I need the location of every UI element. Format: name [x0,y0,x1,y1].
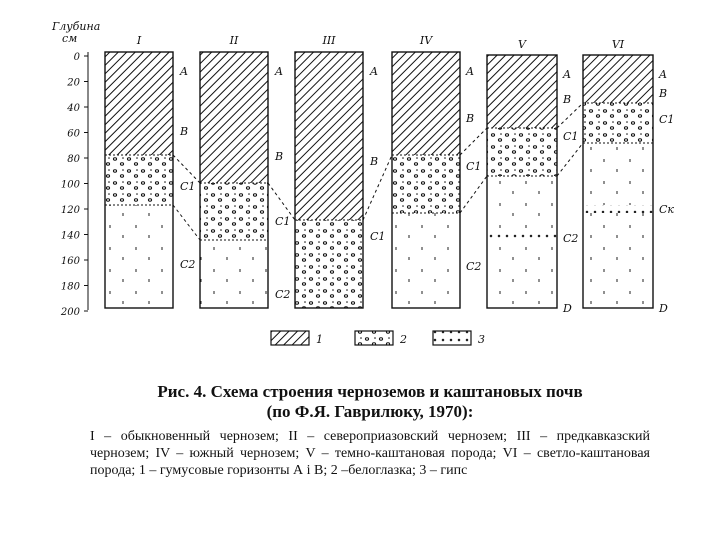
horizon-belogl [200,183,268,240]
horizon-belogl [487,128,557,176]
horizon-loess [200,240,268,308]
horizon-label: B [563,93,572,106]
horizon-label: Cк [659,203,674,216]
depth-tick-label: 200 [60,307,80,318]
horizon-label: C1 [180,180,196,193]
profile-numeral: I [136,34,142,47]
profile-numeral: IV [419,34,433,47]
profile-numeral: II [229,34,239,47]
profile-numeral: III [322,34,336,47]
horizon-belogl [295,220,363,308]
horizon-label: A [563,68,571,81]
gyps-band [487,232,557,240]
horizon-label: D [563,302,572,315]
horizon-label: C2 [466,260,482,273]
depth-tick-label: 60 [67,128,80,140]
horizon-loess [392,213,460,308]
depth-tick-label: 20 [67,77,80,89]
depth-tick-label: 140 [60,230,80,242]
connector-line [557,143,583,176]
horizon-label: C1 [563,130,579,143]
horizon-label: A [466,65,474,78]
depth-tick-label: 0 [73,52,80,63]
depth-tick-label: 160 [60,256,80,267]
depth-axis [51,20,100,318]
legend-swatch-beloglazka [355,331,393,345]
figure-caption [90,382,650,479]
profile-5 [487,38,578,315]
horizon-label: B [275,150,284,163]
caption-body: I – обыкновенный чернозем; II – североприазовский чернозем; III – предкавказский чернозем; IV – южный чернозем; V – темно-каштановая порода; VI – светло-каштановая порода; 1 – гумусовые горизонты А і В; 2 –белоглазка; 3 – гипс [90,429,650,478]
horizon-hatch [392,52,460,155]
caption-subtitle: (по Ф.Я. Гаврилюку, 1970): [266,402,474,421]
legend-label-3: 3 [478,333,485,346]
horizon-hatch [105,52,173,155]
horizon-label: B [466,112,475,125]
horizon-label: A [275,65,283,78]
depth-tick-label: 80 [67,154,80,165]
profile-6 [583,38,674,315]
depth-tick-label: 180 [60,281,80,293]
profile-2 [200,34,290,308]
connector-line [173,155,200,183]
depth-tick-label: 120 [60,205,80,216]
connector-line [557,103,583,128]
profile-numeral: V [518,38,526,51]
horizon-label: C2 [275,288,291,301]
horizon-label: C1 [275,215,291,228]
horizon-label: C1 [370,230,386,243]
horizon-label: C1 [659,113,675,126]
horizon-belogl [583,103,653,143]
profile-1 [105,34,195,308]
horizon-loess [583,143,653,308]
connector-line [460,128,487,155]
axis-label-depth: Глубина [52,20,101,33]
horizon-label: B [370,155,379,168]
horizon-label: B [180,125,189,138]
profile-4 [392,34,481,308]
horizon-label: A [659,68,667,81]
horizon-label: A [370,65,378,78]
connector-line [460,176,487,213]
horizon-loess [105,205,173,308]
connector-line [173,205,200,240]
depth-tick-label: 100 [60,179,80,191]
horizon-loess [487,176,557,308]
depth-tick-label: 40 [67,103,80,114]
horizon-label: C2 [563,232,579,245]
axis-label-unit: см [62,32,78,45]
horizon-belogl [392,155,460,213]
horizon-label: D [659,302,668,315]
horizon-label: C1 [466,160,482,173]
horizon-hatch [200,52,268,183]
horizon-hatch [583,55,653,103]
caption-title: Рис. 4. Схема строения черноземов и каштановых почв [157,382,583,401]
horizon-belogl [105,155,173,205]
legend-label-2: 2 [400,333,407,346]
gyps-band [583,205,653,213]
profile-numeral: VI [611,38,625,51]
horizon-hatch [295,52,363,220]
legend-swatch-gyps [433,331,471,345]
profile-3 [295,34,385,308]
horizon-hatch [487,55,557,128]
legend-swatch-humus [271,331,309,345]
legend [271,331,485,346]
horizon-label: A [180,65,188,78]
horizon-label: B [659,87,668,100]
legend-label-1: 1 [316,333,323,346]
horizon-label: C2 [180,258,196,271]
